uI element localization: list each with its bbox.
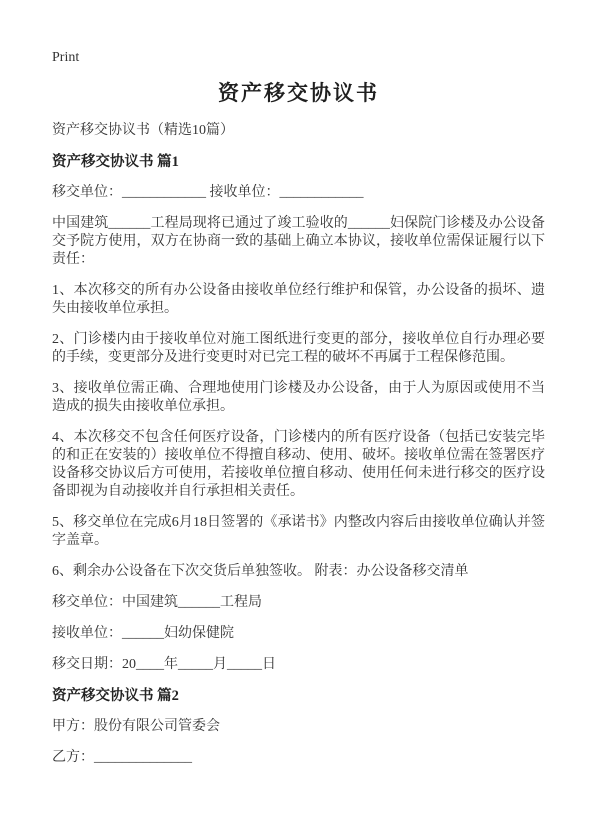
receive-unit-line: 接收单位：______妇幼保健院 xyxy=(52,626,234,641)
party-b-line: 乙方：______________ xyxy=(52,750,192,765)
clause-1: 1、本次移交的所有办公设备由接收单位经行维护和保管，办公设备的损坏、遗失由接收单位承担。 xyxy=(52,283,545,316)
clause-2: 2、门诊楼内由于接收单位对施工图纸进行变更的部分，接收单位自行办理必要的手续，变更部分及进行变更时对已完工程的破坏不再属于工程保修范围。 xyxy=(52,332,545,365)
party-a-line: 甲方：股份有限公司管委会 xyxy=(52,719,220,734)
document-title: 资产移交协议书 xyxy=(218,81,379,105)
clause-4: 4、本次移交不包含任何医疗设备，门诊楼内的所有医疗设备（包括已安装完毕的和正在安装的）接收单位不得擅自移动、使用、破坏。接收单位需在签署医疗设备移交协议后方可使用，若接收单位擅自移动、使用任何未进行移交的医疗设备即视为自动接收并自行承担相关责任。 xyxy=(52,430,545,499)
transfer-unit-line: 移交单位：中国建筑______工程局 xyxy=(52,595,262,610)
section-1-heading: 资产移交协议书 篇1 xyxy=(52,154,179,170)
intro-paragraph: 中国建筑______工程局现将已通过了竣工验收的______妇保院门诊楼及办公设备交予院方使用，双方在协商一致的基础上确立本协议，接收单位需保证履行以下责任： xyxy=(52,216,545,267)
document-subtitle: 资产移交协议书（精选10篇） xyxy=(52,123,234,138)
clause-6: 6、剩余办公设备在下次交货后单独签收。 附表：办公设备移交清单 xyxy=(52,564,469,579)
section-2-heading: 资产移交协议书 篇2 xyxy=(52,688,179,704)
parties-blank-line: 移交单位：____________ 接收单位：____________ xyxy=(52,185,364,200)
clause-5: 5、移交单位在完成6月18日签署的《承诺书》内整改内容后由接收单位确认并签字盖章。 xyxy=(52,515,545,548)
clause-3: 3、接收单位需正确、合理地使用门诊楼及办公设备，由于人为原因或使用不当造成的损失由接收单位承担。 xyxy=(52,381,545,414)
print-link[interactable]: Print xyxy=(52,50,80,65)
transfer-date-line: 移交日期：20____年_____月_____日 xyxy=(52,657,276,672)
